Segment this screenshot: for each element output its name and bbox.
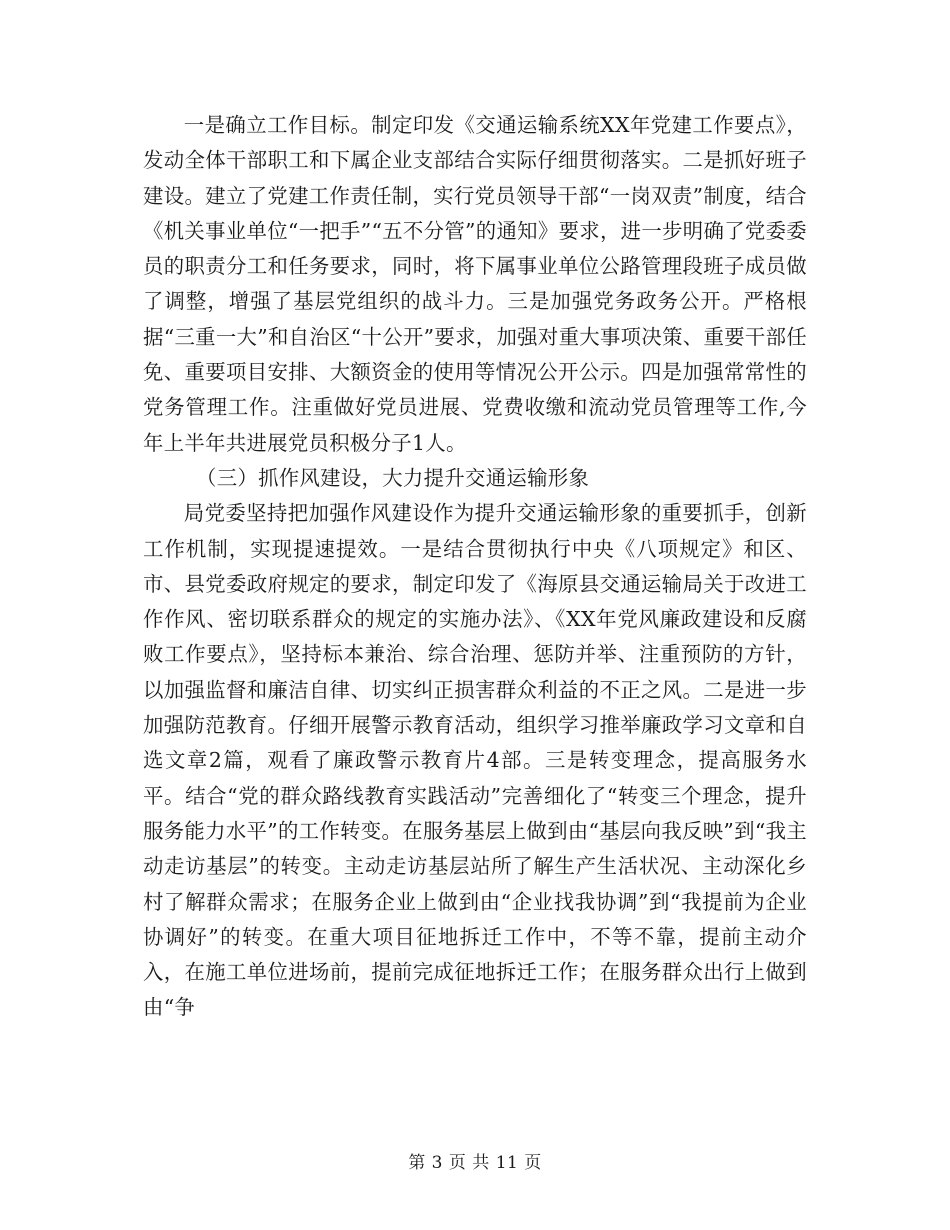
- paragraph-party-building: 一是确立工作目标。制定印发《交通运输系统XX年党建工作要点》，发动全体干部职工和下属企业支部结合实际仔细贯彻落实。二是抓好班子建设。建立了党建工作责任制，实行党员领导干部“一岗双责”制度，结合《机关事业单位“一把手”“五不分管”的通知》要求，进一步明确了党委委员的职责分工和任务要求，同时，将下属事业单位公路管理段班子成员做了调整，增强了基层党组织的战斗力。三是加强党务政务公开。严格根据“三重一大”和自治区“十公开”要求，加强对重大事项决策、重要干部任免、重要项目安排、大额资金的使用等情况公开公示。四是加强常常性的党务管理工作。注重做好党员进展、党费收缴和流动党员管理等工作,今年上半年共进展党员积极分子1人。: [143, 113, 807, 455]
- paragraph-work-style: 局党委坚持把加强作风建设作为提升交通运输形象的重要抓手，创新工作机制，实现提速提效。一是结合贯彻执行中央《八项规定》和区、市、县党委政府规定的要求，制定印发了《海原县交通运输局关于改进工作作风、密切联系群众的规定的实施办法》、《XX年党风廉政建设和反腐败工作要点》，坚持标本兼治、综合治理、惩防并举、注重预防的方针，以加强监督和廉洁自律、切实纠正损害群众利益的不正之风。二是进一步加强防范教育。仔细开展警示教育活动，组织学习推举廉政学习文章和自选文章2篇，观看了廉政警示教育片4部。三是转变理念，提高服务水平。结合“党的群众路线教育实践活动”完善细化了“转变三个理念，提升服务能力水平”的工作转变。在服务基层上做到由“基层向我反映”到“我主动走访基层”的转变。主动走访基层站所了解生产生活状况、主动深化乡村了解群众需求；在服务企业上做到由“企业找我协调”到“我提前为企业协调好”的转变。在重大项目征地拆迁工作中，不等不靠，提前主动介入，在施工单位进场前，提前完成征地拆迁工作；在服务群众出行上做到由“争: [143, 501, 807, 1020]
- section-heading-3: （三）抓作风建设，大力提升交通运输形象: [196, 465, 590, 490]
- page-number-footer: 第 3 页 共 11 页: [408, 1153, 542, 1173]
- document-body: [143, 108, 807, 1026]
